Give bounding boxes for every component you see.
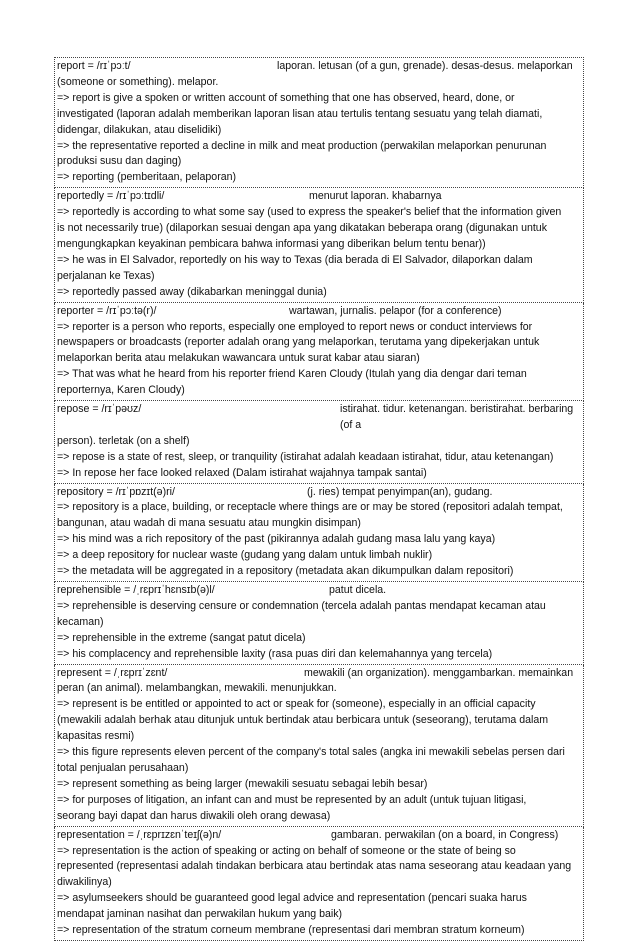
dictionary-entry bbox=[54, 582, 584, 665]
dictionary-entry bbox=[54, 665, 584, 827]
dictionary-entry bbox=[54, 188, 584, 302]
entry-text-line: (someone or something). melapor. bbox=[57, 75, 219, 88]
headword-gloss: menurut laporan. khabarnya bbox=[309, 190, 442, 203]
entry-text-line: => In repose her face looked relaxed (Dalam istirahat wajahnya tampak santai) bbox=[57, 466, 427, 479]
entry-text-line: produksi susu dan daging) bbox=[57, 155, 182, 168]
headword-gloss: laporan. letusan (of a gun, grenade). desas-desus. melaporkan bbox=[277, 60, 573, 72]
entry-headline bbox=[57, 485, 581, 501]
entry-text-line: mendapat jaminan nasihat dan perwakilan hukum yang baik) bbox=[57, 908, 343, 921]
entry-text-line: => for purposes of litigation, an infant can and must be represented by an adult (untuk tujuan litigasi, bbox=[57, 793, 527, 806]
entry-headline bbox=[57, 189, 581, 205]
entry-text-line: => the metadata will be aggregated in a repository (metadata akan dikumpulkan dalam repositori) bbox=[57, 565, 514, 578]
headword: reporter = /rɪˈpɔːtə(r)/ bbox=[57, 304, 157, 317]
entry-text-line: => repose is a state of rest, sleep, or tranquility (istirahat adalah keadaan istirahat, tidur, atau ketenangan) bbox=[57, 450, 554, 463]
dictionary-entry bbox=[54, 827, 584, 941]
headword: repository = /rɪˈpɒzɪt(ə)ri/ bbox=[57, 485, 175, 498]
headword: repose = /rɪˈpəʊz/ bbox=[57, 403, 142, 416]
entry-text-line: => the representative reported a decline in milk and meat production (perwakilan melaporkan penurunan bbox=[57, 139, 547, 152]
entry-text-line: bangunan, atau wadah di mana sesuatu atau mungkin disimpan) bbox=[57, 517, 361, 530]
entry-text-line: => represent is be entitled or appointed to act or speak for (someone), especially in an official capacity bbox=[57, 698, 536, 711]
entry-text-line: perjalanan ke Texas) bbox=[57, 269, 155, 282]
entry-text-line: mengungkapkan keyakinan pembicara bahwa informasi yang diberikan belum tentu benar)) bbox=[57, 237, 486, 250]
entry-text-line: diwakilinya) bbox=[57, 876, 112, 889]
headword-gloss: wartawan, jurnalis. pelapor (for a conference) bbox=[289, 304, 502, 317]
entry-text-line: => report is give a spoken or written account of something that one has observed, heard, done, or bbox=[57, 91, 515, 104]
entry-text-line: => represent something as being larger (mewakili sesuatu sebagai lebih besar) bbox=[57, 777, 428, 790]
dictionary-document bbox=[54, 57, 584, 941]
entry-text-line: => a deep repository for nuclear waste (gudang yang dalam untuk limbah nuklir) bbox=[57, 549, 433, 562]
headword: reprehensible = /ˌrɛprɪˈhɛnsɪb(ə)l/ bbox=[57, 584, 215, 596]
headword-gloss: patut dicela. bbox=[329, 584, 387, 596]
entry-text-line: (mewakili adalah berhak atau ditunjuk untuk bertindak atau berbicara untuk (seseorang), terutama dalam bbox=[57, 714, 549, 727]
entry-headline bbox=[57, 59, 581, 75]
entry-text-line: => repository is a place, building, or receptacle where things are or may be stored (repositori adalah tempat, bbox=[57, 501, 563, 514]
entry-text-line: person). terletak (on a shelf) bbox=[57, 434, 190, 447]
headword: reportedly = /rɪˈpɔːtɪdli/ bbox=[57, 190, 165, 203]
entry-headline bbox=[57, 402, 581, 434]
dictionary-entry bbox=[54, 484, 584, 582]
headword-gloss: mewakili (an organization). menggambarkan. memainkan bbox=[304, 666, 574, 679]
entry-text-line: seorang bayi dapat dan harus diwakili oleh orang dewasa) bbox=[57, 809, 331, 822]
entry-headline bbox=[57, 583, 581, 599]
entry-text-line: melaporkan berita atau melakukan wawancara untuk surat kabar atau siaran) bbox=[57, 352, 420, 365]
entry-text-line: => reporting (pemberitaan, pelaporan) bbox=[57, 171, 237, 184]
entry-text-line: => his complacency and reprehensible laxity (rasa puas diri dan kelemahannya yang tercela) bbox=[57, 647, 493, 660]
entry-text-line: is not necessarily true) (dilaporkan sesuai dengan apa yang dikatakan beberapa orang (digunakan untuk bbox=[57, 222, 547, 235]
dictionary-entry bbox=[54, 303, 584, 401]
headword-gloss: istirahat. tidur. ketenangan. beristirahat. berbaring (of a bbox=[340, 403, 574, 431]
entry-text-line: => reportedly is according to what some say (used to express the speaker's belief that the information given bbox=[57, 206, 562, 219]
entry-text-line: kapasitas resmi) bbox=[57, 730, 135, 743]
entry-text-line: => representation is the action of speaking or acting on behalf of someone or the state of being so bbox=[57, 844, 516, 857]
headword: report = /rɪˈpɔːt/ bbox=[57, 60, 131, 72]
entry-text-line: => this figure represents eleven percent of the company's total sales (angka ini mewakili sebelas persen dari bbox=[57, 746, 565, 759]
entry-text-line: => reporter is a person who reports, especially one employed to report news or conduct interviews for bbox=[57, 320, 533, 333]
entry-text-line: reporternya, Karen Cloudy) bbox=[57, 384, 185, 397]
entry-text-line: investigated (laporan adalah memberikan laporan lisan atau tertulis tentang sesuatu yang telah diamati, bbox=[57, 107, 543, 120]
entry-text-line: represented (representasi adalah tindakan berbicara atau bertindak atas nama seseorang atau keadaan yang bbox=[57, 860, 572, 873]
entry-text-line: newspapers or broadcasts (reporter adalah orang yang melaporkan, terutama yang dipekerjakan untuk bbox=[57, 336, 540, 349]
entry-text-line: peran (an animal). melambangkan, mewakili. menunjukkan. bbox=[57, 682, 337, 695]
entry-text-line: => asylumseekers should be guaranteed good legal advice and representation (pencari suaka harus bbox=[57, 892, 527, 905]
dictionary-entry bbox=[54, 401, 584, 484]
entry-text-line: didengar, dilakukan, atau diselidiki) bbox=[57, 123, 222, 136]
dictionary-entry bbox=[54, 57, 584, 188]
entry-text-line: => his mind was a rich repository of the past (pikirannya adalah gudang masa lalu yang kaya) bbox=[57, 533, 496, 546]
entry-headline bbox=[57, 304, 581, 320]
entry-text-line: => reprehensible in the extreme (sangat patut dicela) bbox=[57, 631, 306, 644]
entry-headline bbox=[57, 828, 581, 844]
headword-gloss: (j. ries) tempat penyimpan(an), gudang. bbox=[307, 485, 493, 498]
headword: represent = /ˌrɛprɪˈzɛnt/ bbox=[57, 666, 168, 679]
entry-text-line: => That was what he heard from his reporter friend Karen Cloudy (Itulah yang dia dengar dari teman bbox=[57, 368, 527, 381]
headword: representation = /ˌrɛprɪzɛnˈteɪʃ(ə)n/ bbox=[57, 828, 222, 841]
entry-headline bbox=[57, 666, 581, 682]
entry-text-line: => reprehensible is deserving censure or condemnation (tercela adalah pantas mendapat kecaman atau bbox=[57, 599, 546, 612]
entry-text-line: kecaman) bbox=[57, 615, 104, 628]
entry-text-line: total penjualan perusahaan) bbox=[57, 761, 189, 774]
entry-text-line: => representation of the stratum corneum membrane (representasi dari membran stratum korneum) bbox=[57, 924, 525, 937]
entry-text-line: => reportedly passed away (dikabarkan meninggal dunia) bbox=[57, 285, 327, 298]
entry-text-line: => he was in El Salvador, reportedly on his way to Texas (dia berada di El Salvador, dilaporkan dalam bbox=[57, 253, 533, 266]
headword-gloss: gambaran. perwakilan (on a board, in Congress) bbox=[331, 828, 559, 841]
